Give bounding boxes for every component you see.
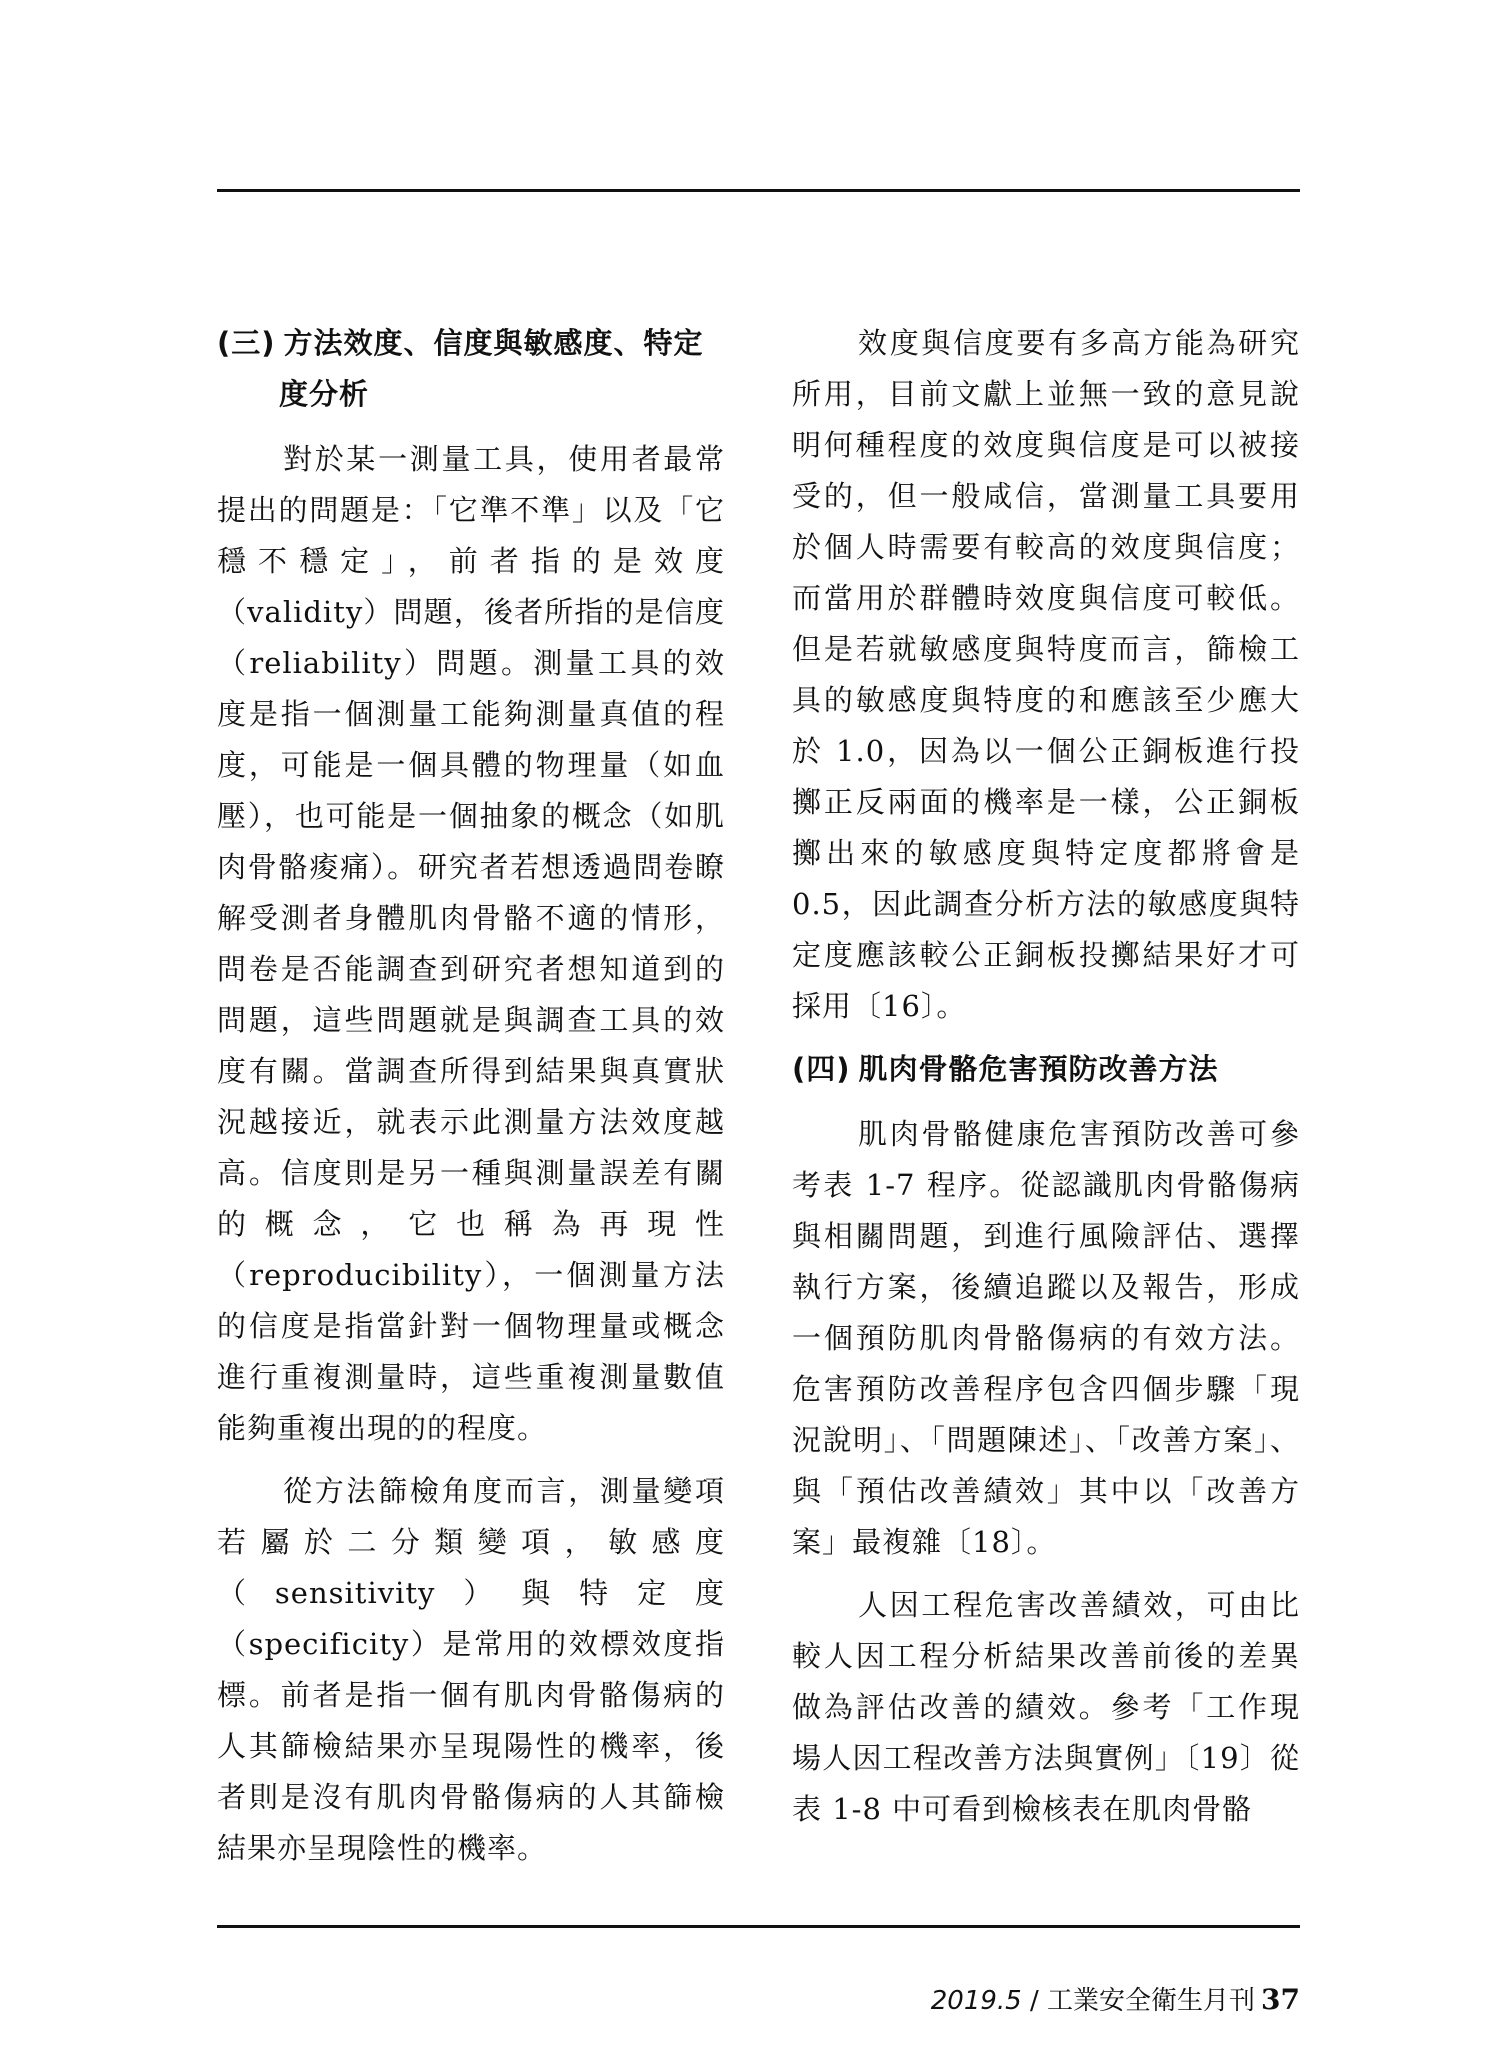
header-rule <box>217 189 1300 192</box>
paragraph-validity-reliability: 對於某一測量工具，使用者最常提出的問題是：「它準不準」以及「它穩不穩定」，前者指的是效度（validity）問題，後者所指的是信度（reliability）問題。測量工具的效度是指一個測量工能夠測量真值的程度，可能是一個具體的物理量（如血壓），也可能是一個抽象的概念（如肌肉骨骼痠痛）。研究者若想透過問卷瞭解受測者身體肌肉骨骼不適的情形，問卷是否能調查到研究者想知道到的問題，這些問題就是與調查工具的效度有關。當調查所得到結果與真實狀況越接近，就表示此測量方法效度越高。信度則是另一種與測量誤差有關的概念，它也稱為再現性（reproducibility），一個測量方法的信度是指當針對一個物理量或概念進行重複測量時，這些重複測量數值能夠重複出現的的程度。 <box>217 442 725 1445</box>
footer-separator: / <box>1021 1986 1048 2016</box>
right-column <box>792 318 1300 1847</box>
paragraph-prevention-procedure: 肌肉骨骼健康危害預防改善可參考表 1-7 程序。從認識肌肉骨骼傷病與相關問題，到進行風險評估、選擇執行方案，後續追蹤以及報告，形成一個預防肌肉骨骼傷病的有效方法。危害預防改善程序包含四個步驟「現況說明」、「問題陳述」、「改善方案」、與「預估改善績效」其中以「改善方案」最複雜〔18〕。 <box>792 1117 1300 1559</box>
left-column <box>217 318 725 1886</box>
section-4-heading <box>792 1044 1300 1095</box>
footer-rule <box>217 1925 1300 1928</box>
section-3-number: (三) <box>217 326 276 360</box>
paragraph-improvement-performance: 人因工程危害改善績效，可由比較人因工程分析結果改善前後的差異做為評估改善的績效。參考「工作現場人因工程改善方法與實例」〔19〕從表 1-8 中可看到檢核表在肌肉骨骼 <box>792 1588 1300 1826</box>
footer-issue: 2019.5 <box>930 1986 1022 2016</box>
section-3-heading <box>217 318 725 420</box>
footer-journal-name: 工業安全衛生月刊 <box>1047 1986 1256 2016</box>
section-3-title-line2: 度分析 <box>279 377 370 411</box>
section-4-title: 肌肉骨骼危害預防改善方法 <box>858 1052 1219 1086</box>
paragraph-sensitivity-specificity: 從方法篩檢角度而言，測量變項若屬於二分類變項，敏感度（sensitivity）與特定度（specificity）是常用的效標效度指標。前者是指一個有肌肉骨骼傷病的人其篩檢結果亦呈現陽性的機率，後者則是沒有肌肉骨骼傷病的人其篩檢結果亦呈現陰性的機率。 <box>217 1474 725 1865</box>
page-number: 37 <box>1261 1983 1300 2016</box>
section-4-number: (四) <box>792 1052 851 1086</box>
section-3-title-line1: 方法效度、信度與敏感度、特定 <box>283 326 704 360</box>
page-footer <box>931 1983 1300 2018</box>
paragraph-validity-levels: 效度與信度要有多高方能為研究所用，目前文獻上並無一致的意見說明何種程度的效度與信度是可以被接受的，但一般咸信，當測量工具要用於個人時需要有較高的效度與信度；而當用於群體時效度與信度可較低。但是若就敏感度與特度而言，篩檢工具的敏感度與特度的和應該至少應大於 1.0，因為以一個公正銅板進行投擲正反兩面的機率是一樣，公正銅板擲出來的敏感度與特定度都將會是 0.5，因此調查分析方法的敏感度與特定度應該較公正銅板投擲結果好才可採用〔16〕。 <box>792 326 1300 1023</box>
